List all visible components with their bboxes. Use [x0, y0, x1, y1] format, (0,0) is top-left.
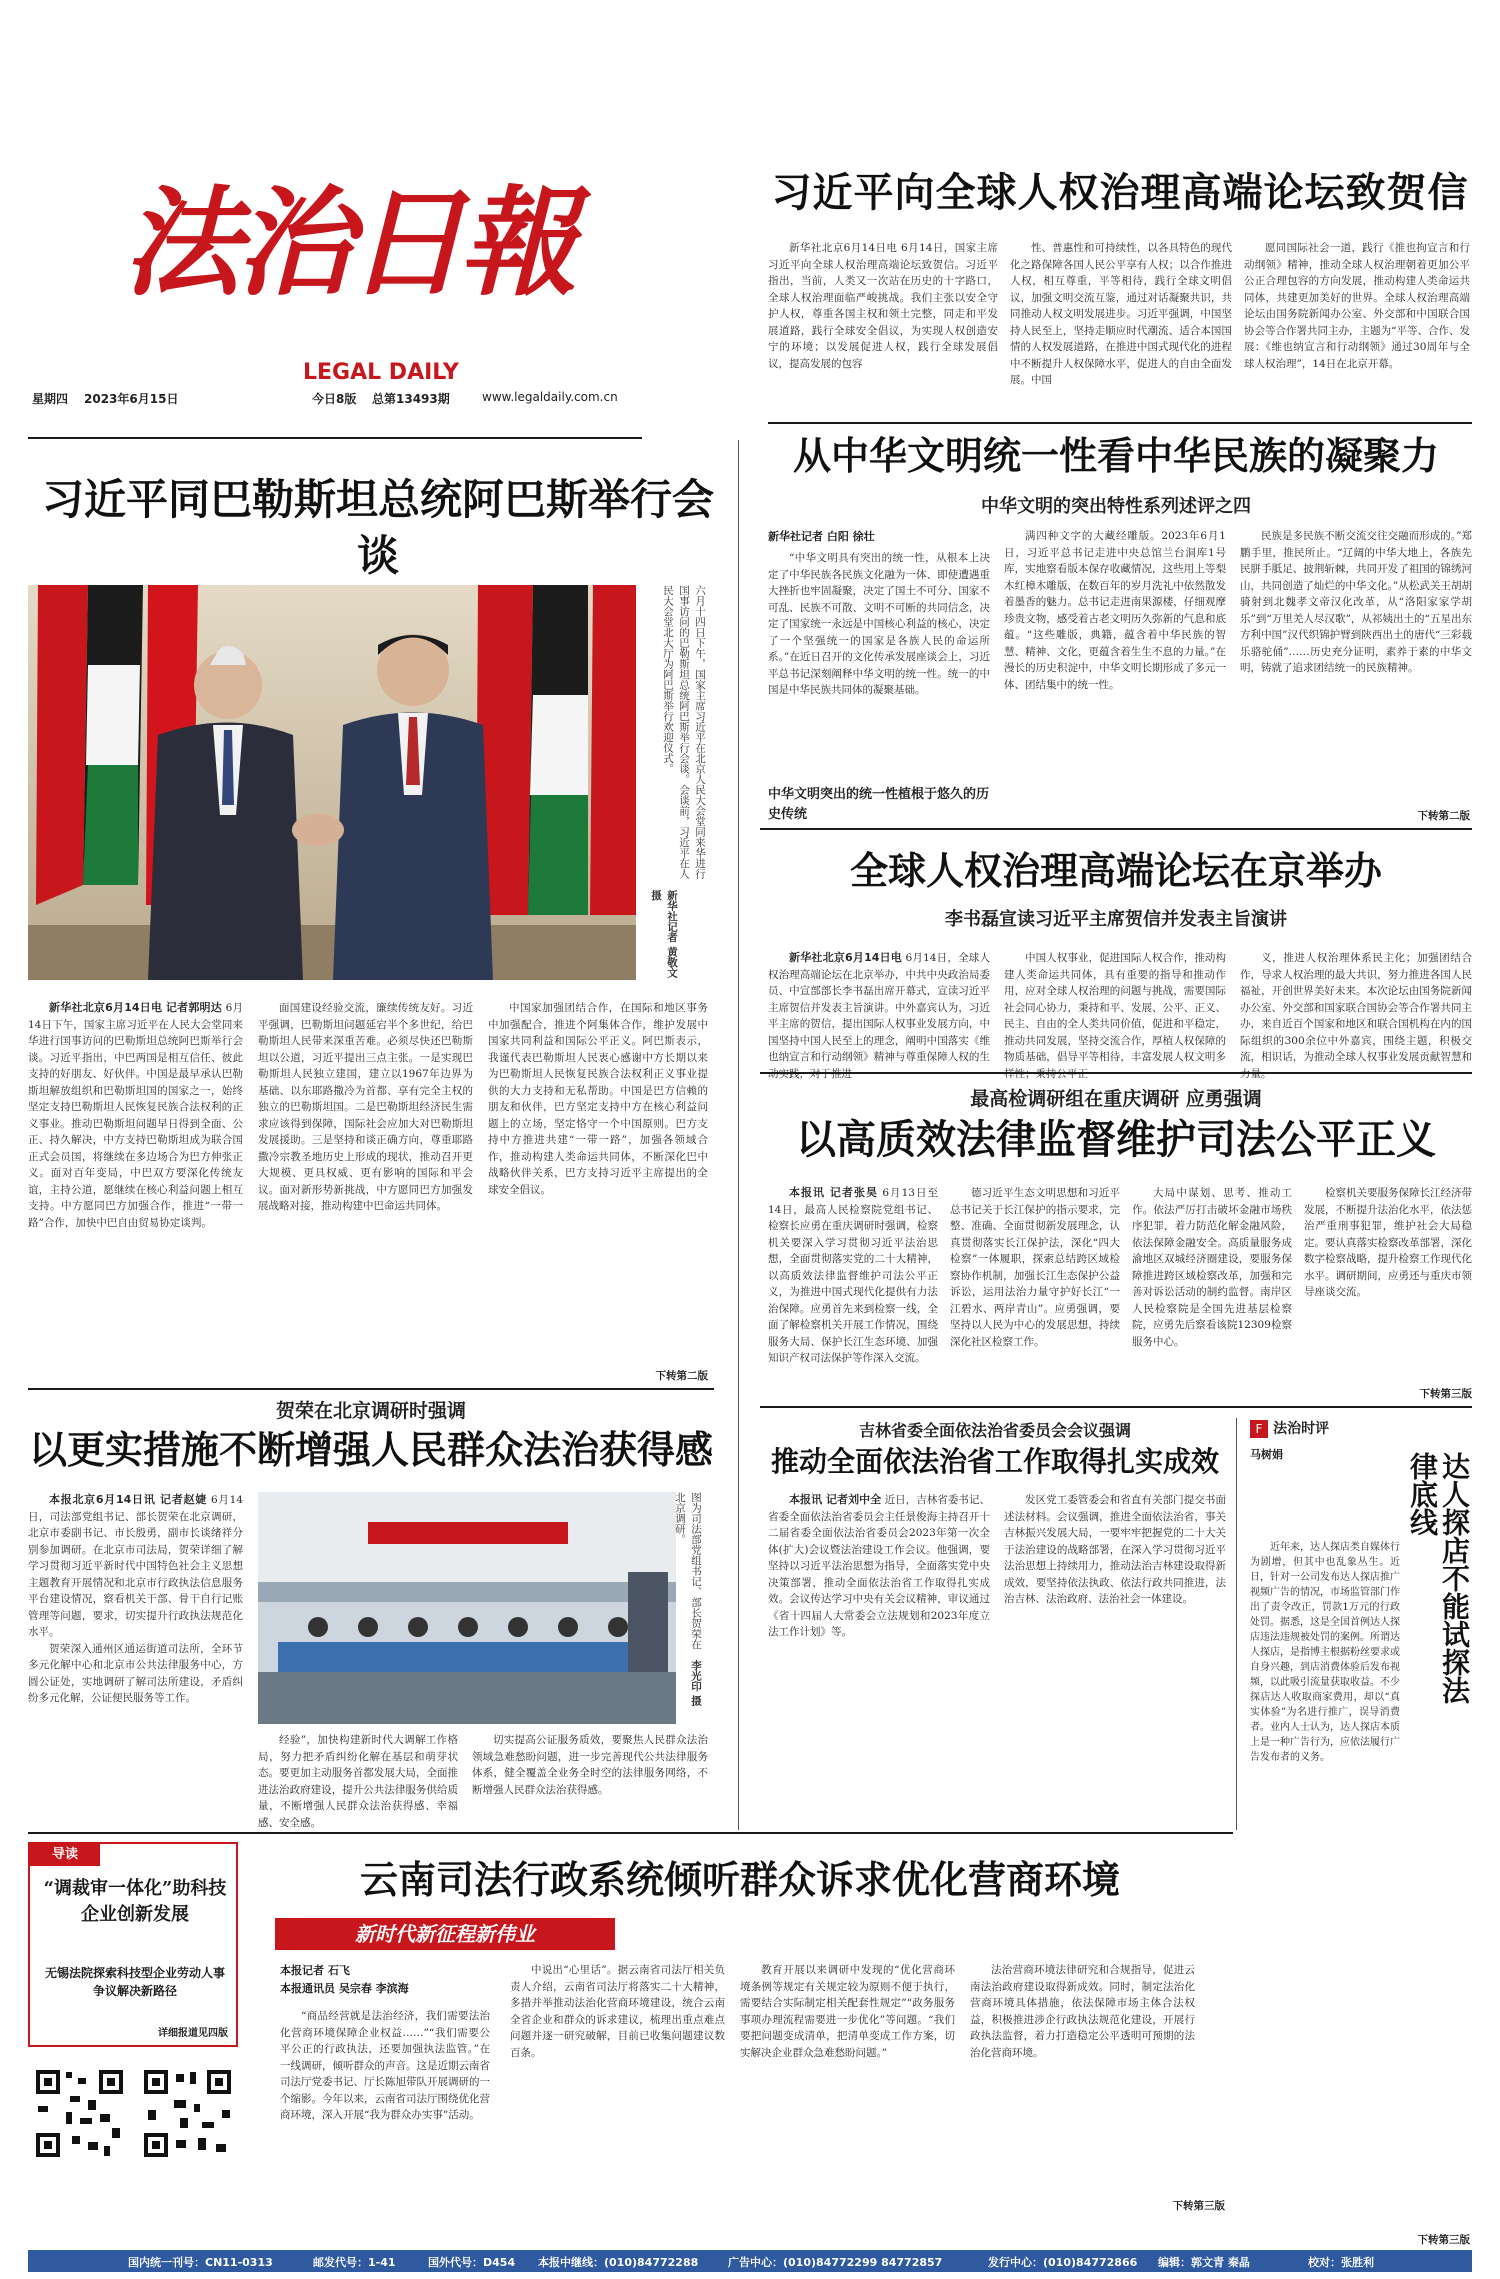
- commentary-text: 近年来，达人探店类自媒体行为剧增，但其中也乱象丛生。近日，针对一公司发布达人探店推广视频广告的情况，市场监管部门作出了责令改正，罚款1万元的行政处罚。据悉，这是全国首例达人探店违法违规被处罚的案例。所谓达人探店，是指博主根据粉丝要求或自身兴趣，到店消费体验后发布视频，以此吸引流量获取收益。不少探店达人收取商家费用，却以“真实体验”为名进行推广，误导消费者。业内人士认为，达人探店本质上是一种广告行为，应依法履行广告发布者的义务。: [1250, 1542, 1400, 1763]
- footer-proofreader: 校对：张胜利: [1308, 2256, 1374, 2269]
- footer-hotline: 本报中继线：(010)84772288: [538, 2256, 699, 2269]
- masses-kicker: 贺荣在北京调研时强调: [275, 1400, 466, 1422]
- forum-subhead: 李书磊宣读习近平主席贺信并发表主旨演讲: [945, 909, 1287, 930]
- vertical-divider: [738, 440, 739, 1830]
- justice-kicker: 最高检调研组在重庆调研 应勇强调: [970, 1088, 1262, 1110]
- talk-col1: 新华社北京6月14日电 记者郭明达 6月14日下午，国家主席习近平在人民大会堂同来华进行国事访问的巴勒斯坦总统阿巴斯举行会谈。习近平指出，中巴两国是相互信任、彼此支持的好朋友、好伙伴。中国是最早承认巴勒斯坦解放组织和巴勒斯坦国的国家之一，始终坚定支持巴勒斯坦人民恢复民族合法权利的正义事业。推动巴勒斯坦问题早日得到全面、公正、持久解决，中方支持巴勒斯坦成为联合国正式会员国，将继续在多边场合为巴方伸张正义。面对百年变局，中巴双方要深化传统友谊，主持公道，愿继续在核心利益问题上相互支持。中方愿同巴方加强合作，推进“一带一路”合作，加快中巴自由贸易协定谈判。: [28, 1001, 244, 1229]
- footer-bar: [28, 2250, 1472, 2272]
- lead-col1: 新华社北京6月14日电 6月14日，国家主席习近平向全球人权治理高端论坛致贺信。习近平指出，当前，人类又一次站在历史的十字路口，全球人权治理面临严峻挑战。我们主张以安全守护人权，尊重各国主权和领土完整，同走和平发展道路，践行全球安全倡议，为实现人权创造安宁的环境；以发展促进人权，践行全球发展倡议，提高发展的包容: [768, 242, 998, 370]
- commentary-headline: 达人探店不能试探法律底线: [1406, 1452, 1471, 1704]
- talk-headline: 习近平同巴勒斯坦总统阿巴斯举行会谈: [41, 475, 714, 580]
- jilin-col2: 发区党工委管委会和省直有关部门提交书面述法材料。会议强调，推进全面依法治省，事关吉林振兴发展大局，一要牢牢把握党的二十大关于法治建设的战略部署，在深入学习贯彻习近平法治思想上持续用力，推动法治吉林建设取得新成效，要坚持依法执政、依法行政共同推进，法治吉林、法治政府、法治社会一体建设。: [1004, 1494, 1226, 1605]
- talk-reporter: 记者郭明达: [165, 1001, 223, 1014]
- talk-byline: 新华社北京6月14日电: [49, 1001, 163, 1014]
- yunnan-byline1: 本报记者 石飞: [280, 1964, 350, 1977]
- masses-col3: 切实提高公证服务质效，要聚焦人民群众法治领域急难愁盼问题，进一步完善现代公共法律服务体系，健全覆盖全业务全时空的法律服务网络，不断增强人民群众法治获得感。: [472, 1734, 708, 1796]
- talk-photographer: 新华社记者 黄敬文 摄: [650, 890, 678, 978]
- page-count: 今日8版: [312, 392, 357, 406]
- handshake-photo-image: [28, 585, 636, 980]
- cohesion-series: 中华文明的突出特性系列述评之四: [981, 496, 1251, 517]
- jilin-col1: 本报讯 记者刘中全 近日，吉林省委书记、省委全面依法治省委员会主任景俊海主持召开十二届省委全面依法治省委员会2023年第一次全体(扩大)会议暨法治建设工作会议。他强调，要坚持以习近平法治思想为指导，全面落实党中央决策部署，推动全面依法治省工作取得扎实成效。会议传达学习中央有关会议精神，审议通过《省十四届人大常委会立法规划和2023年度立法工作计划》等。: [768, 1493, 990, 1638]
- yunnan-banner-text: 新时代新征程新伟业: [355, 1922, 535, 1946]
- masses-col1: 本报北京6月14日讯 记者赵婕 6月14日，司法部党组书记、部长贺荣在北京调研，北京市委副书记、市长殷勇，副市长谈绪祥分别参加调研。在北京市司法局，贺荣详细了解学习贯彻习近平新时代中国特色社会主义思想主题教育开展情况和北京市行政执法信息服务平台建设情况，察看机关干部、骨干自行记账管理等问题，要求，切实提升行政执法规范化水平。 贺荣深入通州区通运街道司法所，全环节多元化解中心和北京市公共法律服务中心，方圆公证处，实地调研了解司法所建设，矛盾纠纷多元化解，公证便民服务等工作。: [28, 1493, 243, 1704]
- justice-headline: 以高质效法律监督维护司法公平正义: [796, 1116, 1436, 1163]
- commentary-column-label: 法治时评: [1273, 1421, 1330, 1437]
- commentary-column-icon: F: [1250, 1420, 1268, 1438]
- cohesion-subhead: 中华文明突出的统一性植根于悠久的历史传统: [768, 787, 990, 822]
- forum-byline: 新华社北京6月14日电: [789, 951, 902, 964]
- teaser-title1: “调裁审一体化”助科技企业创新发展: [43, 1878, 227, 1925]
- commentary-column-tag: [1250, 1418, 1370, 1440]
- teaser-tag: 导读: [30, 1844, 100, 1866]
- talk-photo-caption: 六月十四日下午，国家主席习近平在北京人民大会堂同来华进行国事访问的巴勒斯坦总统阿巴斯举行会谈。会谈前，习近平在人民大会堂北大厅为阿巴斯举行欢迎仪式。: [662, 585, 706, 879]
- yunnan-byline2: 本报通讯员 吴宗春 李滨海: [280, 1982, 409, 1995]
- teaser-title2: 无锡法院探索科技型企业劳动人事争议解决新路径: [44, 1966, 225, 1998]
- masthead-english: LEGAL DAILY: [303, 360, 459, 385]
- weekday: 星期四: [32, 392, 69, 406]
- talk-continue[interactable]: 下转第二版: [655, 1370, 708, 1382]
- justice-col4: 检察机关要服务保障长江经济带发展，不断提升法治化水平，依法惩治严重刑事犯罪，维护社会大局稳定。要认真落实检察改革部署，深化数字检察战略，提升检察工作现代化水平。调研期间，应勇还与重庆市领导座谈交流。: [1304, 1187, 1472, 1298]
- masses-col2: 经验”，加快构建新时代大调解工作格局，努力把矛盾纠纷化解在基层和萌芽状态。要更加主动服务首都发展大局，全面推进法治政府建设，提升公共法律服务供给质量，不断增强人民群众法治获得感、幸福感、安全感。: [258, 1734, 458, 1829]
- footer-distribution: 发行中心：(010)84772866: [988, 2256, 1138, 2269]
- justice-continue[interactable]: 下转第三版: [1419, 1388, 1472, 1400]
- qr-code-right-icon: [140, 2066, 235, 2161]
- masses-headline: 以更实措施不断增强人民群众法治获得感: [28, 1427, 713, 1472]
- qr-code-left-icon: [32, 2066, 127, 2161]
- meeting-photo-image: [258, 1492, 676, 1724]
- talk-photo: [28, 585, 636, 980]
- masses-byline: 本报北京6月14日讯 记者赵婕: [49, 1493, 207, 1506]
- forum-rule: [760, 1072, 1472, 1074]
- forum-headline: 全球人权治理高端论坛在京举办: [849, 848, 1382, 893]
- qr-code-right[interactable]: [140, 2066, 235, 2161]
- justice-col2: 德习近平生态文明思想和习近平总书记关于长江保护的指示要求，完整、准确、全面贯彻新发展理念，认真贯彻落实长江保护法，深化“四大检察”一体履职，探索总结跨区域检察协作机制，加强长江生态保护公益诉讼，运用法治力量守护好长江“一江碧水、两岸青山”。应勇强调，要坚持以人民为中心的发展思想，持续深化社区检察工作。: [950, 1187, 1120, 1348]
- commentary-continue[interactable]: 下转第三版: [1417, 2234, 1470, 2246]
- cohesion-col3: 民族是多民族不断交流交往交融而形成的。”郑鹏手里，推民所止。“辽阔的中华大地上，各族先民胼手胝足、披荆斩棘，共同开发了祖国的锦绣河山，共同创造了灿烂的中华文化。”从松武关王胡胡骑射到北魏孝文帝汉化改革，从“洛阳家家学胡乐”到“万里羌人尽汉歌”，从祁姨出土的“五星出东方利中国”汉代织锦护臂到陕西出土的唐代“三彩载乐骆驼俑”……历史充分证明，素养于素的中华文明，铸就了追求团结统一的民族精神。: [1240, 530, 1472, 674]
- yunnan-col3: 教育开展以来调研中发现的“优化营商环境条例等规定有关规定较为原则不便于执行，需要结合实际制定相关配套性规定”“政务服务事项办理流程需要进一步优化”等问题。“我们要把问题变成清单，把清单变成工作方案，切实解决企业群众急难愁盼问题。”: [740, 1964, 955, 2059]
- yunnan-col4: 法治营商环境法律研究和合规指导，促进云南法治政府建设取得新成效。同时，制定法治化营商环境具体措施，依法保障市场主体合法权益，积极推进涉企行政执法规范化建设，开展行政执法监督，着力打造稳定公平透明可预期的法治化营商环境。: [970, 1964, 1195, 2059]
- issue-number: 总第13493期: [372, 392, 450, 406]
- talk-col3: 中国家加强团结合作，在国际和地区事务中加强配合，推进个阿集体合作，维护发展中国家共同利益和国际公平正义。阿巴斯表示，我谨代表巴勒斯坦人民衷心感谢中方长期以来为巴勒斯坦人民恢复民族合法权利正义事业提供的大力支持和无私帮助。中国是巴方信赖的朋友和伙伴，巴方坚定支持中方在核心利益问题上的立场，坚定恪守一个中国原则。巴方支持中方推进共建“一带一路”，加强各领域合作，推动构建人类命运共同体，不断深化巴中战略伙伴关系，巴方支持习近平主席提出的全球安全倡议。: [488, 1002, 708, 1196]
- jilin-kicker: 吉林省委全面依法治省委员会会议强调: [858, 1421, 1131, 1440]
- jilin-divider: [1236, 1418, 1237, 1830]
- yunnan-banner: [275, 1918, 615, 1950]
- yunnan-col2: 中说出“心里话”。据云南省司法厅相关负责人介绍，云南省司法厅将落实二十大精神，多措并举推动法治化营商环境建设，统合云南全省企业和群众的诉求建议，梳理出重点难点问题并逐一研究破解，目前已收集问题建议数百条。: [510, 1964, 725, 2059]
- cohesion-continue[interactable]: 下转第二版: [1417, 810, 1470, 822]
- forum-col2: 中国人权事业，促进国际人权合作，推动构建人类命运共同体，具有重要的指导和推动作用，应对全球人权治理的问题与挑战，需要国际社会同心协力，秉持和平、发展、公平、正义、民主、自由的全人类共同价值，促进和平稳定，推动共同发展，坚持交流合作，厚植人权保障的物质基础，倡导平等相待，丰富发展人权文明多: [1004, 952, 1226, 1063]
- justice-col3: 大局中谋划、思考、推动工作。依法严厉打击破坏金融市场秩序犯罪，着力防范化解金融风险，依法保障金融安全。高质量服务成渝地区双城经济圈建设，要服务保障推进跨区域检察改革，加强和完善对诉讼活动的制约监督。南岸区人民检察院是全国先进基层检察院，应勇先后察看该院12309检察服务中心。: [1132, 1187, 1292, 1348]
- jilin-headline: 推动全面依法治省工作取得扎实成效: [770, 1445, 1219, 1478]
- footer-cn-number: 国内统一刊号：CN11-0313: [128, 2256, 273, 2269]
- justice-col1: 本报讯 记者张昊 6月13日至14日，最高人民检察院党组书记、检察长应勇在重庆调研时强调，检察机关要深入学习贯彻习近平法治思想，全面贯彻落实党的二十大精神，以高质效法律监督维护司法公平正义，为推进中国式现代化提供有力法治保障。应勇首先来到检察一线，全面了解检察机关开展工作情况，围绕服务大局、保护长江生态环境、加强知识产权司法保护等作深入交流。: [768, 1186, 938, 1364]
- masses-photographer: 李光印 摄: [690, 1660, 702, 1706]
- lead-rule: [768, 422, 1472, 424]
- masthead: [28, 160, 618, 420]
- cohesion-headline: 从中华文明统一性看中华民族的凝聚力: [792, 433, 1439, 478]
- lead-col3: 愿同国际社会一道，践行《推也拘宣言和行动纲领》精神，推动全球人权治理朝着更加公平公正合理包容的方向发展，推动构建人类命运共同体，共建更加美好的世界。全球人权治理高端论坛由国务院新闻办公室、外交部和中国联合国协会等合作署共同主办，主题为“平等、合作、发展：《维也纳宣言和行动纲领》通过30周年与全球人权治理”，14日在北京开幕。: [1244, 242, 1470, 370]
- jilin-byline: 本报讯 记者刘中全: [789, 1493, 882, 1506]
- date: 2023年6月15日: [84, 392, 179, 406]
- yunnan-headline: 云南司法行政系统倾听群众诉求优化营商环境: [359, 1857, 1120, 1902]
- yunnan-col1: “商品经营就是法治经济，我们需要法治化营商环境保障企业权益……”“我们需要公平公正的行政执法，还要加强执法监管。”在一线调研，倾听群众的声音。这是近期云南省司法厅党委书记、厅长陈旭带队开展调研的一个缩影。今年以来，云南省司法厅围绕优化营商环境，深入开展“我为群众办实事”活动。: [280, 2010, 490, 2121]
- cohesion-byline: 新华社记者 白阳 徐壮: [768, 530, 875, 543]
- commentary-author: 马树娟: [1250, 1448, 1283, 1461]
- masses-photo: [258, 1492, 676, 1724]
- footer-postal-code: 邮发代号：1-41: [313, 2256, 396, 2269]
- dateline: [32, 390, 618, 412]
- masthead-rule: [28, 437, 642, 439]
- website[interactable]: www.legaldaily.com.cn: [482, 390, 618, 404]
- yunnan-continue[interactable]: 下转第三版: [1172, 2200, 1225, 2212]
- teaser-more: 详细报道见四版: [158, 2028, 228, 2039]
- forum-col1: 新华社北京6月14日电 6月14日，全球人权治理高端论坛在北京举办，中共中央政治局委员、中宣部部长李书磊出席开幕式，宣读习近平主席贺信并发表主旨演讲。中外嘉宾认为，习近平主席的贺信，提出国际人权事业发展方向，中国坚持中国人民至上的理念，阐明中国落实《维也纳宣言和行动纲领》精神与尊重保障人权的生: [768, 951, 990, 1063]
- justice-rule: [760, 1406, 1472, 1408]
- teaser-box[interactable]: [28, 1842, 238, 2047]
- talk-rule: [28, 1388, 714, 1390]
- lead-col2: 性、普惠性和可持续性，以各具特色的现代化之路保障各国人民公平享有人权；以合作推进人权，相互尊重，平等相待，践行全球文明倡议，加强文明交流互鉴，通过对话凝聚共识，共同推动人权文明发展进步。习近平强调，中国坚持人民至上，坚持走顺应时代潮流、适合本国国情的人权发展道路，在推进中国式现代化的进程中不断提升人权保障水平，促进人的自由全面发展。中国: [1010, 242, 1232, 386]
- footer-ad-center: 广告中心：(010)84772299 84772857: [728, 2256, 943, 2269]
- talk-col2: 面国建设经验交流，廉续传统友好。习近平强调，巴勒斯坦问题延宕半个多世纪，给巴勒斯坦人民带来深重苦难。必须尽快还巴勒斯坦以公道，习近平提出三点主张。一是实现巴勒斯坦人民独立建国，建立以1967年边界为基础、以东耶路撒冷为首都、享有完全主权的独立的巴勒斯坦国。二是巴勒斯坦经济民生需求应该得到保障，国际社会应加大对巴勒斯坦发展援助。三是坚持和谈正确方向，尊重耶路撒冷宗教圣地历史上形成的现状，推动召开更大规模、更具权威、更有影响的国际和平会议。面对新形势新挑战，中方愿同巴方加强发展战略对接，推动构建中巴命运共同体。: [258, 1002, 473, 1212]
- cohesion-col1: “中华文明具有突出的统一性，从根本上决定了中华民族各民族文化融为一体、即使遭遇重大挫折也牢固凝聚，决定了国土不可分、国家不可乱、民族不可散、文明不可断的共同信念，决定了国家统一永远是中国核心利益的核心，决定了一个坚强统一的国家是各族人民的命运所系。”在近日召开的文化传承发展座谈会上，习近平总书记深刻阐释中华文明的统一性。统一的中国是中华民族共同体的凝聚基础。: [768, 552, 990, 696]
- lower-rule: [28, 1832, 1233, 1834]
- masthead-title: 法治日報: [123, 173, 572, 312]
- forum-col3: 义，推进人权治理体系民主化；加强团结合作，导求人权治理的最大共识，努力推进各国人民福祉，开创世界美好未来。本次论坛由国务院新闻办公室、外交部和国家联合国协会等合作署共同主办，来自近百个国家和地区和联合国机构在内的国际组织的300余位中外嘉宾，围绕主题，积极交流，相识话，为推动全球人权事业发展贡献智慧和: [1240, 952, 1472, 1063]
- masses-photo-caption: 图为司法部党组书记、部长贺荣在北京调研。: [674, 1492, 702, 1650]
- footer-foreign-code: 国外代号：D454: [428, 2256, 516, 2269]
- cohesion-rule: [760, 828, 1472, 830]
- footer-editors: 编辑：郭文青 秦晶: [1158, 2256, 1250, 2269]
- lead-headline: 习近平向全球人权治理高端论坛致贺信: [771, 169, 1469, 216]
- justice-byline: 本报讯 记者张昊: [789, 1186, 878, 1199]
- qr-code-left[interactable]: [32, 2066, 127, 2161]
- cohesion-col2: 满四种文字的大藏经雕版。2023年6月1日，习近平总书记走进中央总馆兰台洞库1号库，实地察看版本保存收藏情况，这些用上等梨木红樟木雕版，在数百年的岁月洗礼中依然散发着墨香的魅力。总书记走进南果源楼，仔细观摩珍贵文物，感受着古老文明历久弥新的气息和底蕴。“这些雕版，典籍，蕴含着中华民族的智慧、精神、文化，更蕴含着生生不息的力量。”在漫长的历史积淀中，中华文明长期形成了多元一体、团结集中的统一性。: [1004, 530, 1226, 691]
